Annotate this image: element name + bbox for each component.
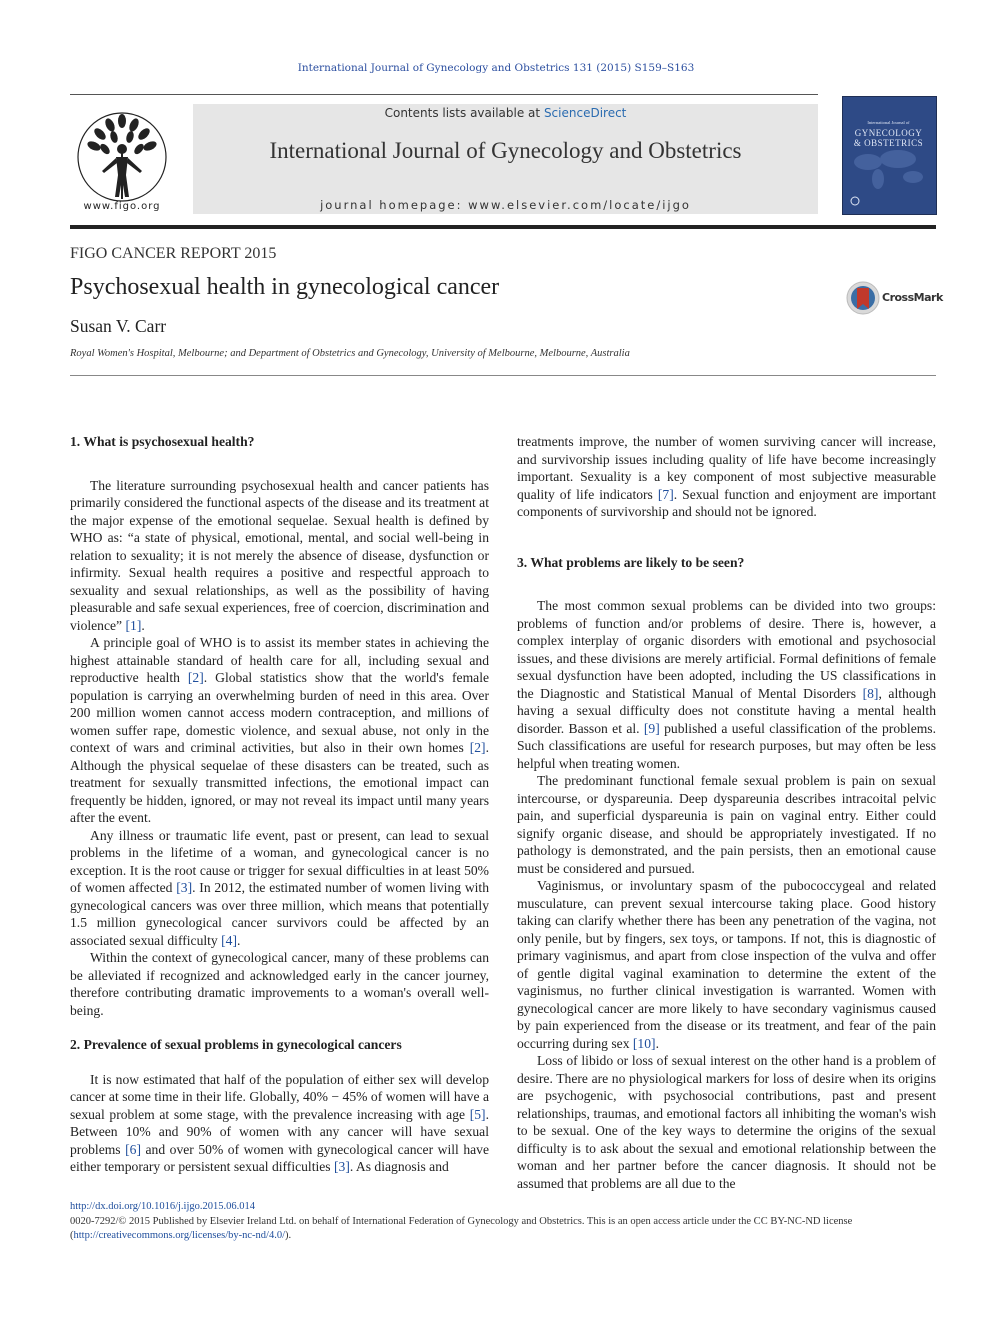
reference-link-5[interactable]: [5] — [469, 1106, 486, 1122]
s2-p1-text-a: It is now estimated that half of the population of either sex will develop cancer at some time in their life. Globally, 40% − 45% of women will have a sexual problem at some stage, with the prevalence increasing with age — [70, 1071, 489, 1122]
section-2-paragraph-1 — [70, 1071, 489, 1176]
copyright-text: 0020-7292/© 2015 Published by Elsevier Ireland Ltd. on behalf of International Federation of Gynecology and Obstetrics. This is an open access article under the CC BY-NC-ND license — [70, 1215, 853, 1227]
license-link[interactable]: http://creativecommons.org/licenses/by-nc-nd/4.0/ — [73, 1230, 286, 1241]
report-label: FIGO CANCER REPORT 2015 — [70, 245, 277, 262]
cover-title — [842, 118, 935, 148]
s3-p1-text-c: published a useful classification of the problems. Such classifications are useful for research purposes, but may often be less helpful when treating women. — [517, 720, 936, 771]
reference-link-10[interactable]: [10] — [632, 1035, 656, 1051]
crossmark-icon[interactable] — [846, 281, 880, 315]
license-close: ). — [285, 1230, 292, 1241]
cover-title-line1: GYNECOLOGY — [854, 128, 923, 138]
s2-p1-text-e: Sexual function and enjoyment are important components of survivorship and should not be ignored. — [517, 486, 936, 519]
s1-p1-text: The literature surrounding psychosexual health and cancer patients has primarily considered the functional aspects of the disease and its treatment at the major expense of the emotional sequelae. Sexual health is defined by WHO as: “a state of physical, emotional, mental, and social well-being in relation to sexuality; it is not merely the absence of disease, dysfunction or infirmity. Sexual health requires a positive and respectful approach to sexuality and sexual relationships, as well as the possibility of having pleasurable and safe sexual experiences, free of coercion, discrimination and violence” — [70, 477, 489, 633]
right-column — [517, 433, 936, 1192]
reference-link-9[interactable]: [9] — [643, 720, 660, 736]
s1-p2-text-a: A principle goal of WHO is to assist its member states in achieving the highest attainable standard of health care for all, including sexual and reproductive health — [70, 635, 489, 685]
s1-p2-text-c: . Although the physical sequelae of these disasters can be treated, such as treatment for sexually transmitted infections, the emotional impact can frequently be hidden, ignored, or may not reveal its impact until many years after the event. — [70, 740, 489, 825]
reference-link-1[interactable]: [1] — [125, 617, 142, 633]
s1-p2-text-b: . Global statistics show that the world's female population is carrying an overwhelming burden of need in this area. Over 200 million women cannot access modern contraception, and millions of women suffer rape, domestic violence, and sexual abuse, not only in the context of wars and criminal activities, but also in their own homes — [70, 670, 490, 755]
s1-p3-text-a: Any illness or traumatic life event, past or present, can lead to sexual problems in the lifetime of a woman, and gynecological cancer is no exception. It is the root cause or trigger for sexual difficulties in at least 50% of women affected — [70, 827, 489, 895]
figo-tree-logo — [70, 103, 174, 215]
crossmark-label[interactable]: CrossMark — [882, 291, 943, 304]
s2-p1-text-d: treatments improve, the number of women surviving cancer will increase, and survivorship issues including quality of life have become increasingly important. Sexuality is a key component of most subjective measurable quality of life indicators — [517, 434, 936, 502]
section-1-heading: 1. What is psychosexual health? — [70, 434, 255, 449]
reference-link-3[interactable]: [3] — [176, 880, 193, 895]
reference-link-7[interactable]: [7] — [657, 486, 674, 502]
s2-p1-text-d: . As diagnosis and — [349, 1159, 449, 1174]
license-open: ( — [70, 1230, 74, 1241]
journal-homepage[interactable]: journal homepage: www.elsevier.com/locate/ijgo — [320, 198, 691, 212]
section-2-continuation — [517, 433, 936, 521]
doi-link[interactable]: http://dx.doi.org/10.1016/j.ijgo.2015.06.014 — [70, 1201, 256, 1212]
cover-title-line2: OBSTETRICS — [864, 138, 924, 148]
s2-p1-text-c: and over 50% of women with gynecological cancer will have either temporary or persistent sexual difficulties — [70, 1141, 489, 1174]
s3-p1-text-a: The most common sexual problems can be divided into two groups: problems of function and/or problems of desire. There is, however, a complex interplay of organic disorders with emotional and psychosocial issues, and these divisions are merely artificial. Formal definitions of female sexual dysfunction have been adopted, including the US classifications in the Diagnostic and Statistical Manual of Mental Disorders — [517, 598, 936, 701]
reference-link-4[interactable]: [4] — [221, 932, 237, 948]
section-3-heading: 3. What problems are likely to be seen? — [517, 554, 745, 570]
cover-title-and: & — [853, 138, 862, 148]
reference-link-8[interactable]: [8] — [862, 685, 879, 701]
section-1-paragraph-3: Any illness or traumatic life event, past or present, can lead to sexual problems in the lifetime of a woman, and gynecological cancer is no exception. It is the root cause or trigger for sexual difficulties in at least 50% of women affected [3]. In 2012, the estimated number of women living with gynecological cancers was over three million, which means that potentially 1.5 million gynecological cancer survivors could be affected by an associated sexual difficulty [4]. — [70, 827, 489, 948]
cover-title-small: International Journal of — [867, 120, 910, 125]
journal-cover-image — [842, 96, 937, 215]
reference-link-6[interactable]: [6] — [125, 1141, 141, 1157]
left-column — [70, 433, 489, 1176]
section-3-paragraph-1 — [517, 597, 936, 772]
title-separator-rule — [70, 375, 936, 376]
s2-p1-text-e: . — [673, 486, 678, 502]
article-author: Susan V. Carr — [70, 316, 167, 336]
header-thick-rule — [70, 225, 936, 229]
author-affiliation: Royal Women's Hospital, Melbourne; and Department of Obstetrics and Gynecology, University of Melbourne, Melbourne, Australia — [70, 348, 630, 359]
reference-link-2[interactable]: [2] — [187, 670, 204, 685]
reference-link-3b[interactable]: [3] — [334, 1159, 350, 1174]
journal-name: International Journal of Gynecology and Obstetrics — [269, 138, 742, 163]
contents-line — [193, 106, 818, 120]
s3-p1-text-b: , although having a sexual difficulty does not constitute having a mental health disorder. Basson et al. — [517, 685, 936, 736]
sciencedirect-link[interactable]: ScienceDirect — [543, 106, 627, 120]
contents-prefix: Contents lists available at — [384, 106, 544, 120]
section-1-paragraph-2 — [70, 634, 489, 827]
header-top-rule — [70, 94, 818, 95]
s2-p1-text-b: . Between 10% and 90% of women with any cancer will have sexual problems — [70, 1106, 489, 1157]
page-footer — [70, 1200, 936, 1244]
section-1-paragraph-4: Within the context of gynecological cancer, many of these problems can be alleviated if recognized and acknowledged early in the cancer journey, therefore contributing dramatic improvements to a woman's overall well-being. — [70, 950, 489, 1018]
figo-url[interactable]: www.figo.org — [83, 201, 161, 212]
section-2-paragraph-1-continued — [517, 433, 936, 521]
section-2-heading: 2. Prevalence of sexual problems in gynecological cancers — [70, 1037, 402, 1052]
section-3-paragraph-2: The predominant functional female sexual problem is pain on sexual intercourse, or dyspareunia. Deep dyspareunia describes intracoital pelvic pain, and superficial dyspareunia is pain on vaginal entry. Either could signify organic disease, and should be appropriately investigated. If no pathology is demonstrated, and the pain persists, then an emotional cause must be considered and pursued. — [517, 773, 936, 876]
s1-p3-text-b: . In 2012, the estimated number of women living with gynecological cancers was over three million, which means that potentially 1.5 million gynecological cancer survivors could be affected by an associated sexual difficulty — [70, 880, 489, 948]
journal-citation[interactable]: International Journal of Gynecology and Obstetrics 131 (2015) S159–S163 — [297, 62, 695, 74]
section-3-paragraph-3: Vaginismus, or involuntary spasm of the pubococcygeal and related musculature, can prevent sexual intercourse taking place. Good history taking can clarify whether there has been any penetration of the vagina, not only penile, but by fingers, sex toys, or tampons. If not, this is diagnostic of primary vaginismus, and apart from close inspection of the vulva and offer of gentle digital vaginal examination to determine the extent of the vaginismus, no further clinical investigation is warranted. Women with gynecological cancer are more likely to have secondary vaginismus caused by pain experienced from the disease or its treatment, and fear of the pain occurring during sex [10]. — [517, 878, 936, 1051]
cover-map-icon — [843, 97, 936, 214]
article-title: Psychosexual health in gynecological cancer — [70, 274, 500, 300]
s3-p3-text-a: Vaginismus, or involuntary spasm of the pubococcygeal and related musculature, can prevent sexual intercourse taking place. Good history taking can clarify whether there has been any penetration of the vagina, not only penile, but by fingers, sex toys, or tampons. If not, this is diagnostic of primary vaginismus, and apart from close inspection of the vulva and offer of gentle digital vaginal examination to determine the extent of the vaginismus, no further clinical investigation is warranted. Women with gynecological cancer are more likely to have secondary vaginismus caused by pain experienced from the disease or its treatment, and fear of the pain occurring during sex — [517, 878, 936, 1051]
reference-link-2b[interactable]: [2] — [469, 740, 486, 755]
section-1-paragraph-1: The literature surrounding psychosexual health and cancer patients has primarily considered the functional aspects of the disease and its treatment at the major expense of the emotional sequelae. Sexual health is defined by WHO as: “a state of physical, emotional, mental, and social well-being in relation to sexuality; it is not merely the absence of disease, dysfunction or infirmity. Sexual health requires a positive and respectful approach to sexuality and sexual relationships, as well as the possibility of having pleasurable and safe sexual experiences, free of coercion, discrimination and violence” [1]. — [70, 477, 489, 633]
section-3-paragraph-4: Loss of libido or loss of sexual interest on the other hand is a problem of desire. There are no physiological markers for loss of desire when its origins are psychogenic, with psychosocial contributions, past and present relationships, traumas, and emotional factors all inhibiting the woman's wish to be sexual. One of the key ways to determine the origins of the sexual difficulty is to ask about the sexual and emotional relationship between the woman and her partner before the cancer diagnosis. It should not be assumed that problems are all due to the — [517, 1053, 936, 1191]
